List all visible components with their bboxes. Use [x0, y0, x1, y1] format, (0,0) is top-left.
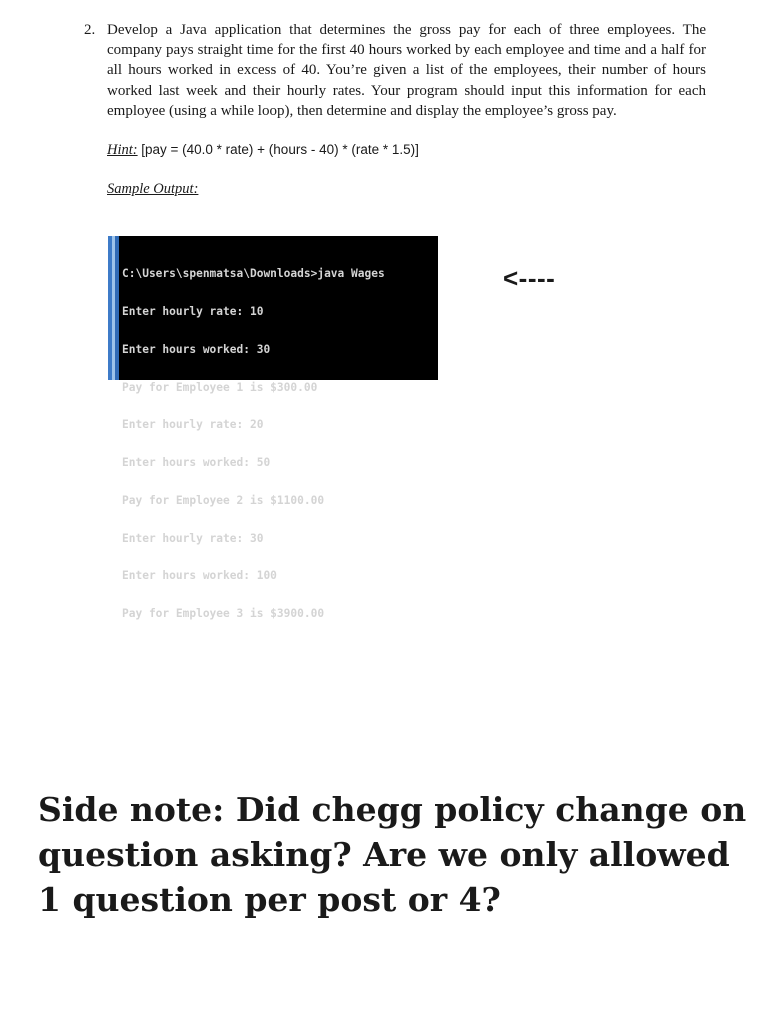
console-line: Enter hourly rate: 10 — [122, 304, 264, 318]
console-output — [122, 243, 434, 646]
hint-label: Hint: — [107, 142, 138, 159]
console-line: Enter hours worked: 50 — [122, 456, 271, 470]
console-line: Pay for Employee 1 is $300.00 — [122, 380, 318, 394]
hint-line — [107, 140, 706, 160]
console-screenshot — [108, 236, 438, 621]
console-line: C:\Users\spenmatsa\Downloads>java Wages — [122, 267, 385, 281]
question-text: Develop a Java application that determines the gross pay for each of three employees. The company pays straight time for the first 40 hours worked by each employee and time and a half for all hours worked in excess of 40. You’re given a list of the employees, their number of hours worked last week and their hourly rates. Your program should input this information for each employee (using a while loop), then determine and display the employee’s gross pay. — [107, 22, 706, 119]
hint-formula: [pay = (40.0 * rate) + (hours - 40) * (rate * 1.5)] — [141, 142, 419, 158]
sample-output-label: Sample Output: — [107, 181, 199, 198]
console-line: Enter hours worked: 30 — [122, 342, 271, 356]
console-line: Enter hours worked: 100 — [122, 569, 277, 583]
console-line: Enter hourly rate: 20 — [122, 418, 264, 432]
question-number: 2. — [84, 22, 96, 38]
console-line: Pay for Employee 3 is $3900.00 — [122, 607, 325, 621]
console-line: Enter hourly rate: 30 — [122, 531, 264, 545]
arrow-annotation: <---- — [503, 263, 556, 293]
question-block — [84, 20, 706, 199]
console-line: Pay for Employee 2 is $1100.00 — [122, 493, 325, 507]
console-window-edge — [108, 236, 119, 380]
side-note: Side note: Did chegg policy change on question asking? Are we only allowed 1 question per post or 4? — [38, 790, 747, 919]
